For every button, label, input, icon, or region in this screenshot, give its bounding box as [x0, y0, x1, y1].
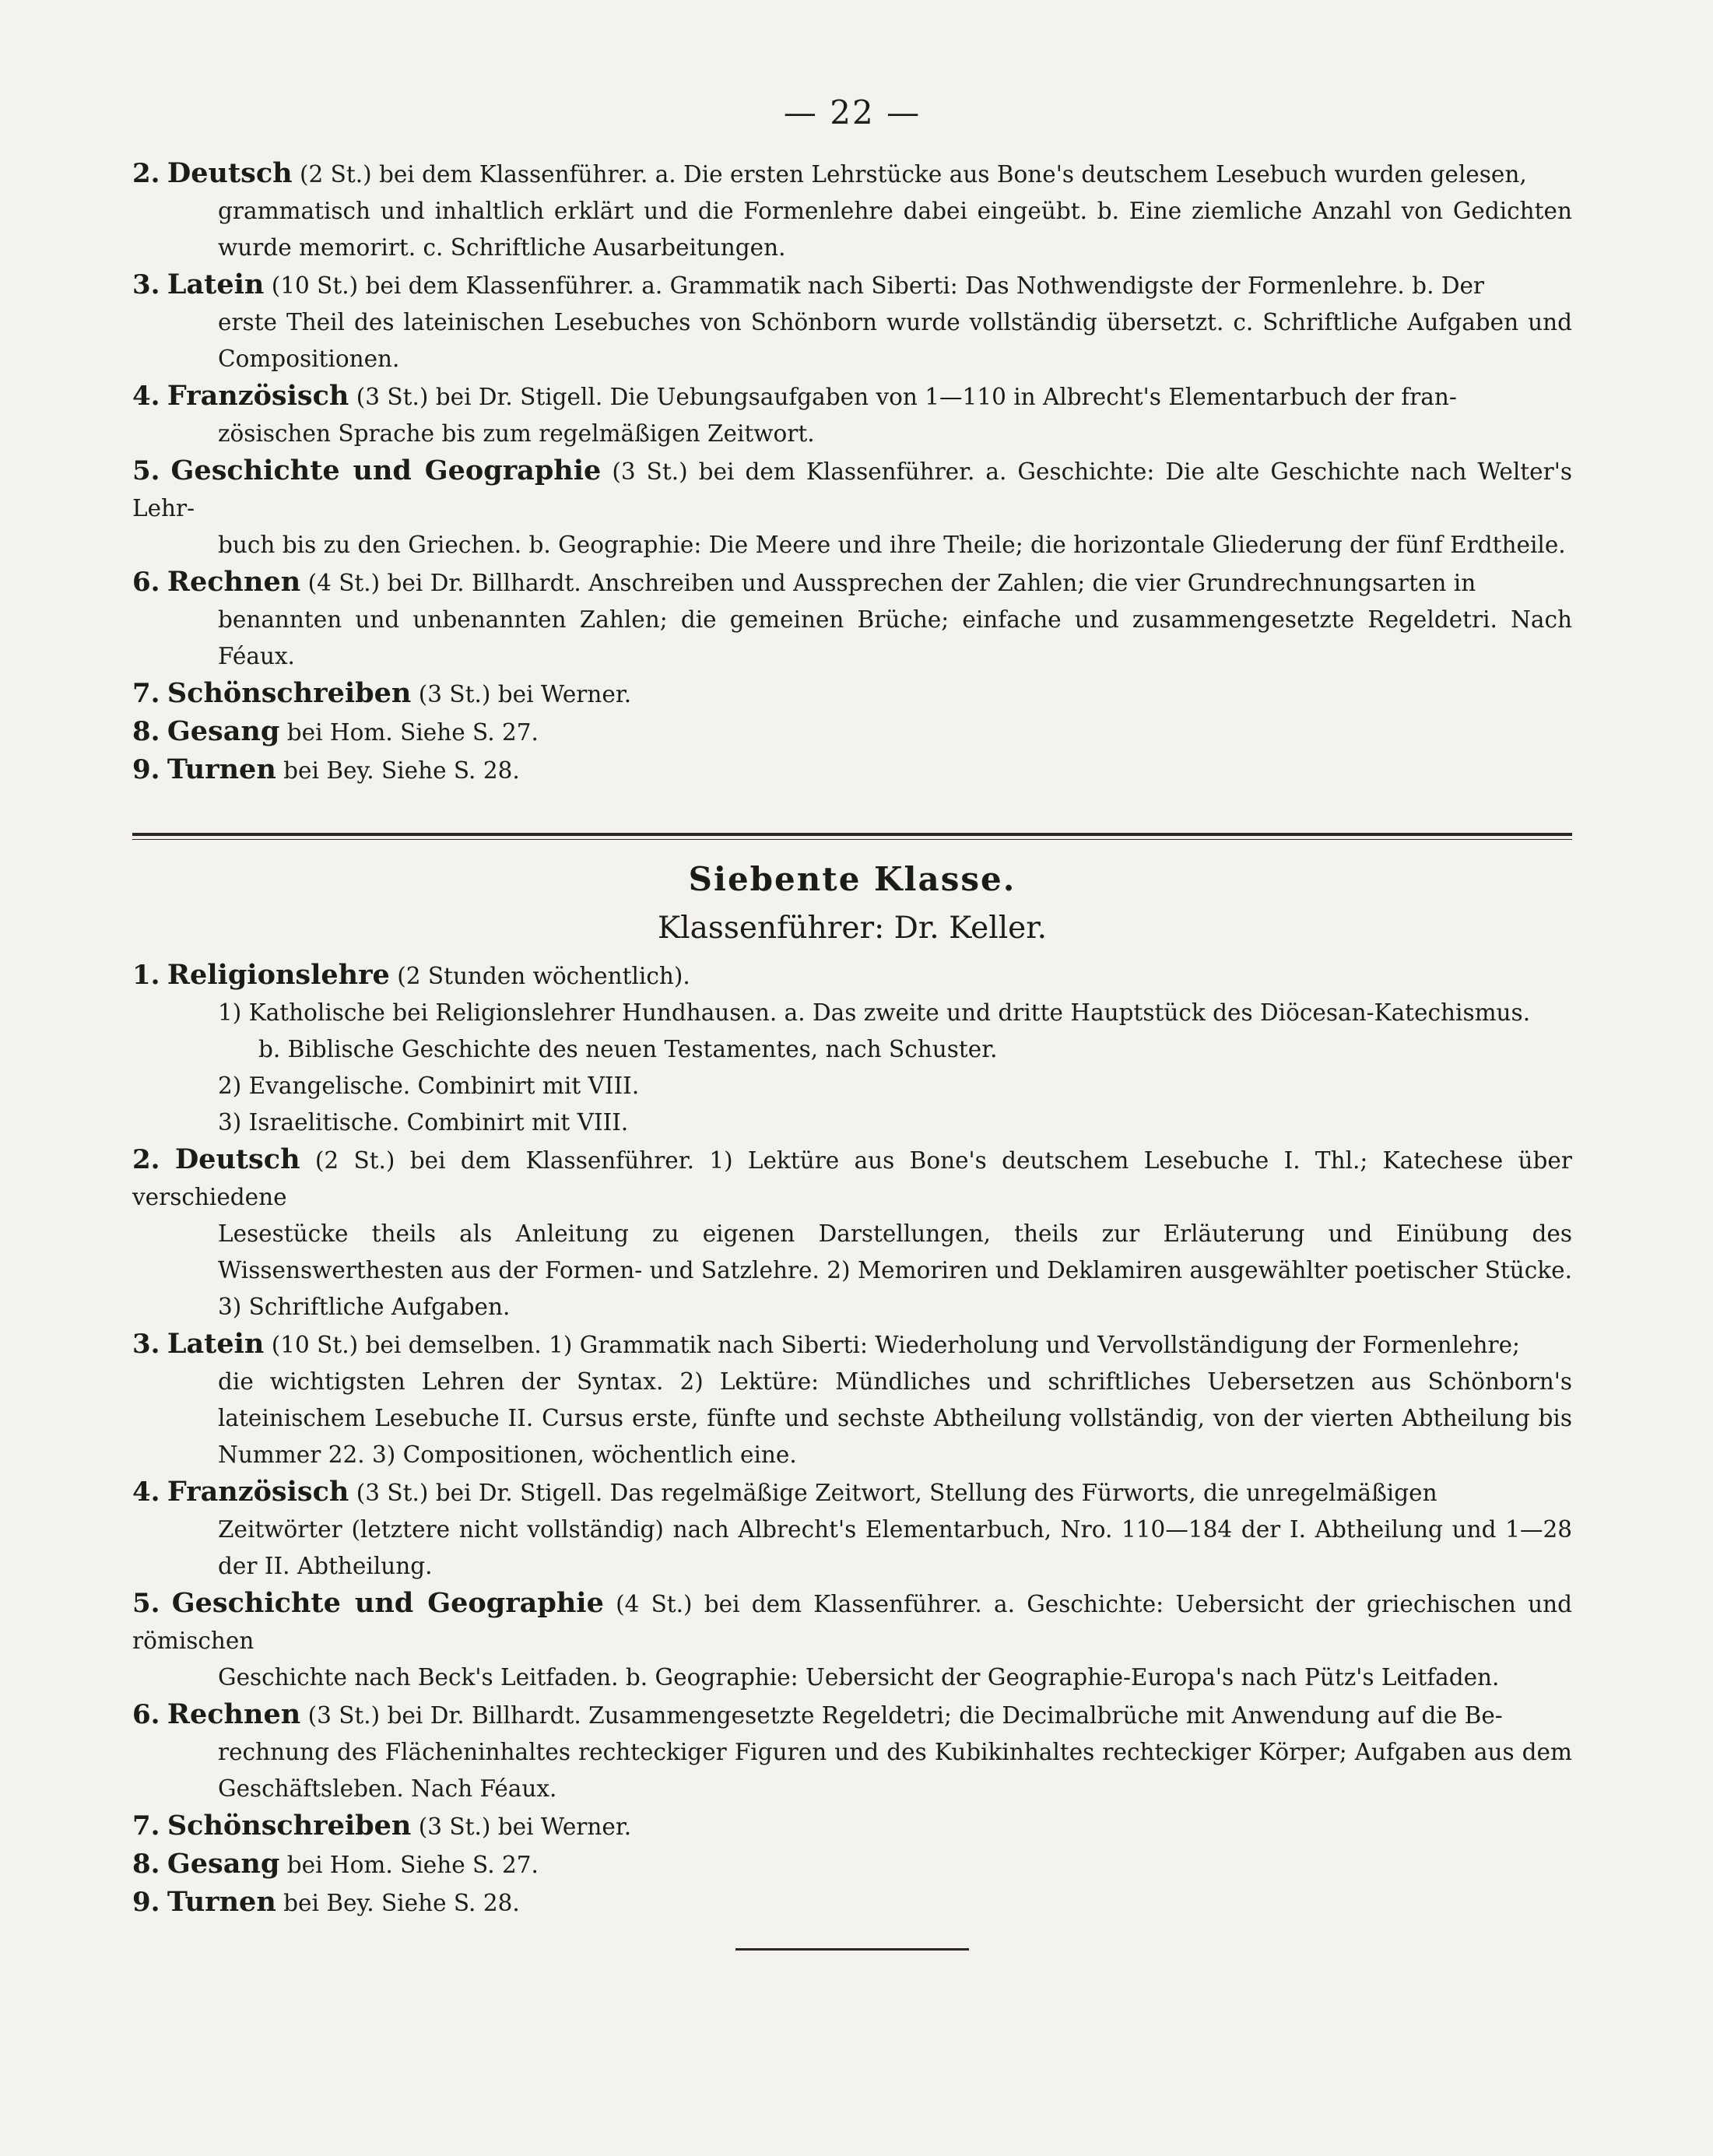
entry-first-line: bei Hom. Siehe S. 27. [286, 1852, 539, 1878]
entry-first-line: bei Bey. Siehe S. 28. [283, 757, 520, 784]
subitem-first-line: 1) Katholische bei Religionslehrer Hundhausen. a. Das zweite und dritte Hauptstück des Diöcesan-Katechismus. [218, 999, 1531, 1026]
subitem-first-line: 2) Evangelische. Combinirt mit VIII. [218, 1073, 640, 1099]
subject-entry [132, 751, 1572, 789]
subject-entry [132, 1473, 1572, 1585]
entry-number: 8. [132, 1849, 160, 1880]
entry-first-line: (2 Stunden wöchentlich). [397, 963, 690, 989]
entry-number: 2. [132, 1144, 160, 1175]
entry-subject: Schönschreiben [167, 1810, 412, 1842]
subitem-first-line: 3) Israelitische. Combinirt mit VIII. [218, 1109, 629, 1136]
entry-first-line: (3 St.) bei Dr. Stigell. Die Uebungsaufgaben von 1—110 in Albrecht's Elementarbuch der fran- [356, 384, 1457, 410]
entry-continuation: Lesestücke theils als Anleitung zu eigenen Darstellungen, theils zur Erläuterung und Einübung des Wissenswerthesten aus der Formen- und Satzlehre. 2) Memoriren und Deklamiren ausgewählter poetischer Stücke. 3) Schriftliche Aufgaben. [218, 1220, 1572, 1320]
entry-number: 9. [132, 754, 160, 785]
subject-entry [132, 1585, 1572, 1696]
entry-first-line: (3 St.) bei Werner. [418, 681, 632, 708]
entry-continuation: rechnung des Flächeninhaltes rechteckiger Figuren und des Kubikinhaltes rechteckiger Körper; Aufgaben aus dem Geschäftsleben. Nach Féaux. [218, 1739, 1572, 1802]
entry-number: 5. [132, 1588, 160, 1619]
bottom-subject-list [132, 1141, 1572, 1922]
entry-first-line: (10 St.) bei demselben. 1) Grammatik nach Siberti: Wiederholung und Vervollständigung der Formenlehre; [271, 1332, 1520, 1358]
entry-subject: Latein [167, 1328, 265, 1360]
entry-subject: Gesang [167, 1848, 280, 1880]
entry-first-line: (2 St.) bei dem Klassenführer. a. Die ersten Lehrstücke aus Bone's deutschem Lesebuch wurden gelesen, [299, 161, 1527, 188]
entry-subject: Deutsch [174, 1143, 300, 1175]
top-subject-list [132, 155, 1572, 789]
subject-entry [132, 155, 1572, 266]
subject-entry [132, 957, 1572, 995]
entry-subject: Rechnen [167, 1698, 301, 1730]
entry-subject: Gesang [167, 715, 280, 747]
entry-subject: Turnen [167, 753, 276, 785]
entry-continuation: Geschichte nach Beck's Leitfaden. b. Geographie: Uebersicht der Geographie-Europa's nach Pütz's Leitfaden. [218, 1664, 1500, 1691]
entry-continuation: benannten und unbenannten Zahlen; die gemeinen Brüche; einfache und zusammengesetzte Regeldetri. Nach Féaux. [218, 606, 1572, 669]
entry-first-line: bei Bey. Siehe S. 28. [283, 1890, 520, 1916]
entry-continuation: Zeitwörter (letztere nicht vollständig) nach Albrecht's Elementarbuch, Nro. 110—184 der I. Abtheilung und 1—28 der II. Abtheilung. [218, 1516, 1572, 1579]
religion-section [132, 957, 1572, 1141]
class-title: Siebente Klasse. [688, 860, 1016, 898]
entry-continuation: grammatisch und inhaltlich erklärt und die Formenlehre dabei eingeübt. b. Eine ziemliche Anzahl von Gedichten wurde memorirt. c. Schriftliche Ausarbeitungen. [218, 198, 1572, 261]
entry-number: 2. [132, 158, 160, 189]
subject-entry [132, 675, 1572, 713]
entry-subject: Französisch [167, 380, 349, 412]
entry-subject: Französisch [167, 1476, 349, 1508]
entry-number: 7. [132, 1810, 160, 1842]
entry-first-line: (10 St.) bei dem Klassenführer. a. Grammatik nach Siberti: Das Nothwendigste der Formenlehre. b. Der [271, 272, 1485, 299]
entry-subject: Schönschreiben [167, 677, 412, 709]
entry-number: 4. [132, 1477, 160, 1508]
entry-number: 4. [132, 381, 160, 412]
entry-subject: Turnen [167, 1886, 276, 1918]
entry-continuation: die wichtigsten Lehren der Syntax. 2) Lektüre: Mündliches und schriftliches Uebersetzen aus Schönborn's lateinischem Lesebuche II. Cursus erste, fünfte und sechste Abtheilung vollständig, von der vierten Abtheilung bis Nummer 22. 3) Compositionen, wöchentlich eine. [218, 1368, 1572, 1468]
entry-continuation: erste Theil des lateinischen Lesebuches von Schönborn wurde vollständig übersetzt. c. Schriftliche Aufgaben und Compositionen. [218, 309, 1572, 372]
page [132, 93, 1572, 1951]
entry-subject: Religionslehre [167, 959, 390, 991]
entry-number: 3. [132, 1329, 160, 1360]
class-leader: Klassenführer: Dr. Keller. [657, 911, 1048, 946]
entry-number: 5. [132, 455, 160, 486]
subject-entry [132, 1845, 1572, 1884]
subject-entry [132, 1884, 1572, 1922]
entry-first-line: (3 St.) bei dem Klassenführer. a. Geschichte: Die alte Geschichte nach Welter's Lehr- [132, 458, 1572, 521]
subject-entry [132, 713, 1572, 751]
subject-entry [132, 266, 1572, 377]
entry-continuation: zösischen Sprache bis zum regelmäßigen Zeitwort. [218, 420, 815, 447]
subject-entry [132, 1807, 1572, 1845]
entry-subject: Geschichte und Geographie [170, 455, 602, 486]
entry-first-line: (3 St.) bei Dr. Stigell. Das regelmäßige Zeitwort, Stellung des Fürworts, die unregelmäßigen [356, 1480, 1437, 1506]
subject-entry [132, 452, 1572, 564]
entry-number: 9. [132, 1887, 160, 1918]
entry-continuation: buch bis zu den Griechen. b. Geographie: Die Meere und ihre Theile; die horizontale Gliederung der fünf Erdtheile. [218, 532, 1566, 558]
subject-entry [132, 377, 1572, 452]
end-rule [735, 1948, 969, 1951]
entry-number: 7. [132, 678, 160, 709]
subject-entry [132, 1696, 1572, 1807]
entry-first-line: (4 St.) bei Dr. Billhardt. Anschreiben und Aussprechen der Zahlen; die vier Grundrechnungsarten in [307, 570, 1476, 596]
entry-first-line: (3 St.) bei Werner. [418, 1814, 632, 1840]
entry-number: 1. [132, 960, 160, 991]
entry-number: 6. [132, 1699, 160, 1730]
subject-entry [132, 1141, 1572, 1326]
entry-number: 3. [132, 269, 160, 300]
entry-first-line: (2 St.) bei dem Klassenführer. 1) Lektüre aus Bone's deutschem Lesebuche I. Thl.; Katechese über verschiedene [132, 1147, 1572, 1210]
entry-first-line: bei Hom. Siehe S. 27. [286, 719, 539, 746]
religion-subitem [132, 1068, 1572, 1104]
entry-first-line: (4 St.) bei dem Klassenführer. a. Geschichte: Uebersicht der griechischen und römischen [132, 1591, 1572, 1654]
religion-subitem [132, 1104, 1572, 1141]
entry-subject: Geschichte und Geographie [171, 1587, 604, 1619]
entry-number: 6. [132, 567, 160, 598]
section-divider [132, 833, 1572, 840]
subject-entry [132, 564, 1572, 675]
entry-number: 8. [132, 716, 160, 747]
subject-entry [132, 1326, 1572, 1473]
entry-subject: Rechnen [167, 566, 301, 598]
entry-subject: Latein [167, 269, 265, 300]
entry-subject: Deutsch [167, 157, 293, 189]
subitem-continuation: b. Biblische Geschichte des neuen Testamentes, nach Schuster. [258, 1036, 998, 1062]
religion-subitem [132, 995, 1572, 1068]
entry-first-line: (3 St.) bei Dr. Billhardt. Zusammengesetzte Regeldetri; die Decimalbrüche mit Anwendung auf die Be- [307, 1702, 1503, 1729]
page-number: — 22 — [783, 93, 921, 132]
